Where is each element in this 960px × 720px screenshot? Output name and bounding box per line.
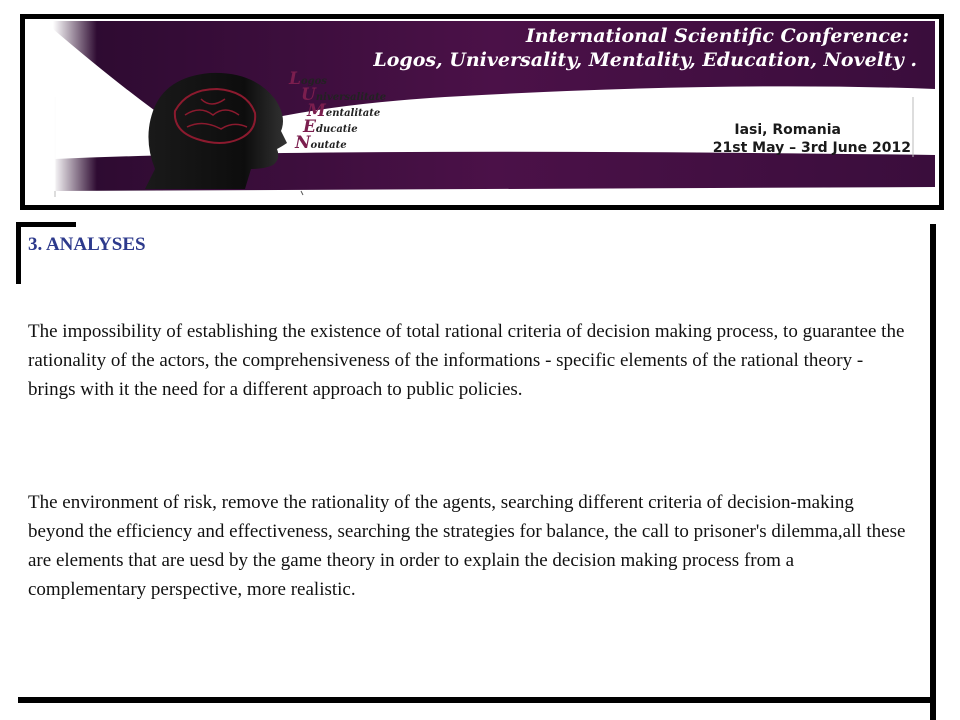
conference-title-line1: International Scientific Conference:: [525, 25, 909, 47]
conference-location: Iasi, Romania: [734, 122, 841, 138]
acrostic-cap: N: [295, 133, 311, 153]
acrostic-rest: entalitate: [325, 108, 381, 119]
acrostic-rest: niversalitate: [315, 92, 387, 103]
acrostic-rest: ogos: [300, 76, 327, 87]
conference-title-line2: Logos, Universality, Mentality, Education, Novelty .: [373, 49, 917, 71]
acrostic-cap: E: [303, 117, 316, 137]
frame-rule-bottom: [18, 697, 936, 703]
frame-bracket-top: [16, 222, 76, 227]
acrostic-cap: L: [289, 69, 301, 89]
conference-dates: 21st May – 3rd June 2012: [712, 140, 911, 156]
acrostic-rest: ducatie: [315, 124, 358, 135]
frame-bracket-left: [16, 222, 21, 284]
conference-banner: [20, 14, 944, 210]
frame-rule-right: [930, 224, 936, 720]
section-heading: 3. ANALYSES: [28, 234, 146, 255]
paragraph-game-theory: The environment of risk, remove the rationality of the agents, searching different criteria of decision-making beyond the efficiency and effectiveness, searching the strategies for balance, the call to prisoner's dilemma,all these are elements that are uesd by the game theory in order to explain the decision making process from a complementary perspective, more realistic.: [28, 492, 906, 600]
paragraph-rational-theory: The impossibility of establishing the existence of total rational criteria of decision making process, to guarantee the rationality of the actors, the comprehensiveness of the informations - specific elements of the rational theory - brings with it the need for a different approach to public policies.: [28, 321, 905, 400]
acrostic-cap: M: [307, 101, 326, 121]
acrostic-cap: U: [301, 85, 316, 105]
acrostic-rest: outate: [310, 140, 347, 151]
